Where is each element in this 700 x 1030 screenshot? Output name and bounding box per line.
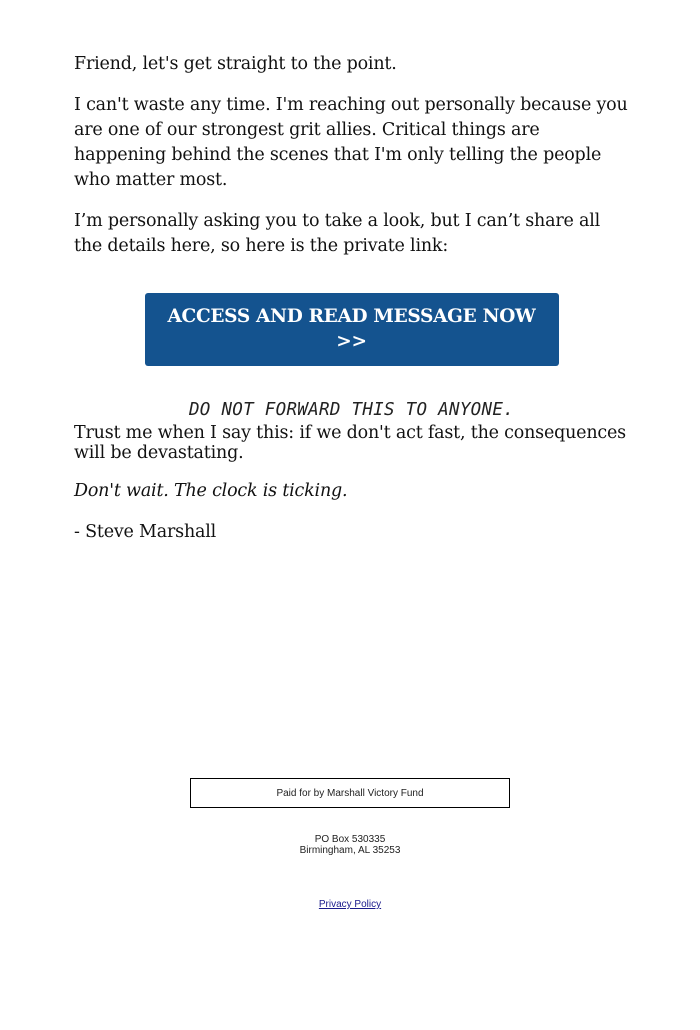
mailing-address — [0, 834, 700, 856]
privacy-container — [0, 899, 700, 910]
paragraph-intro: I can't waste any time. I'm reaching out personally because you are one of our strongest grit allies. Critical things are happening behind the scenes that I'm only telling the people who matter most. — [74, 95, 628, 190]
footer — [0, 778, 700, 910]
greeting: Friend, let's get straight to the point. — [74, 54, 397, 74]
cta-container — [74, 293, 629, 366]
paragraph-urgency: Trust me when I say this: if we don't act fast, the consequences will be devastating. — [74, 423, 626, 463]
address-line-1: PO Box 530335 — [314, 834, 386, 845]
paid-for-disclaimer: Paid for by Marshall Victory Fund — [190, 778, 510, 808]
email-body — [74, 52, 629, 561]
access-message-button[interactable]: ACCESS AND READ MESSAGE NOW >> — [145, 293, 559, 366]
address-line-2: Birmingham, AL 35253 — [299, 845, 401, 856]
paragraph-request: I’m personally asking you to take a look, but I can’t share all the details here, so here is the private link: — [74, 211, 601, 256]
do-not-forward-warning: DO NOT FORWARD THIS TO ANYONE. — [188, 400, 515, 420]
signature: - Steve Marshall — [74, 522, 217, 542]
privacy-policy-link[interactable]: Privacy Policy — [318, 899, 382, 910]
paragraph-clock: Don't wait. The clock is ticking. — [74, 481, 348, 501]
